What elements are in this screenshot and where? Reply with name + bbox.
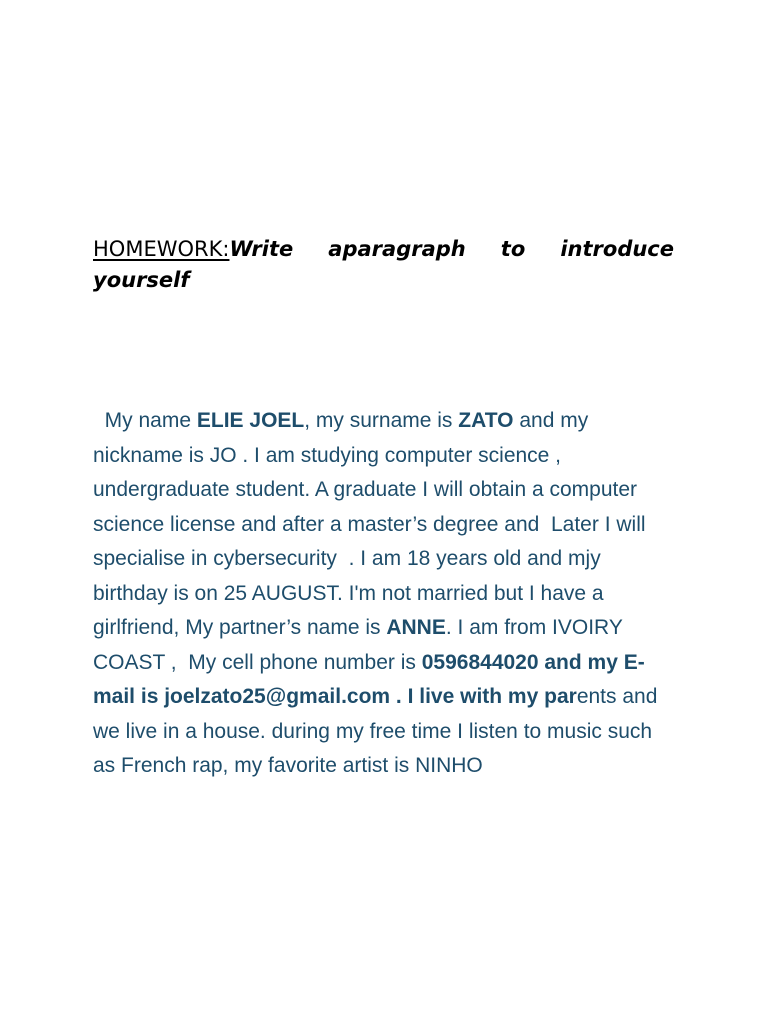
paragraph-segment: My name [93, 409, 197, 432]
paragraph-segment: and my nickname is JO . I am studying computer science , undergraduate student. A graduate I will obtain a computer science license and after a master’s degree and Later I will specialise in cybersecurity . I am 18 years old and mjy birthday is on 25 AUGUST. I'm not married but I have a girlfriend, My partner’s name is [93, 409, 652, 639]
paragraph-segment: . I am from IVOIRY COAST , My cell phone number is [93, 616, 629, 674]
introduction-paragraph [93, 404, 678, 784]
paragraph-segment-partner: ANNE [386, 616, 446, 639]
paragraph-segment-contact: 0596844020 and my E-mail is joelzato25@gmail.com . I live with my par [93, 650, 645, 708]
paragraph-segment-surname: ZATO [458, 409, 514, 432]
homework-task: Write aparagraph to introduce yourself [93, 237, 674, 292]
homework-heading [93, 234, 674, 296]
paragraph-segment: ents and we live in a house. during my free time I listen to music such as French rap, my favorite artist is NINHO [93, 685, 664, 777]
paragraph-segment: , my surname is [304, 409, 459, 432]
paragraph-segment-name: ELIE JOEL [196, 409, 305, 432]
homework-label: HOMEWORK: [93, 237, 230, 261]
